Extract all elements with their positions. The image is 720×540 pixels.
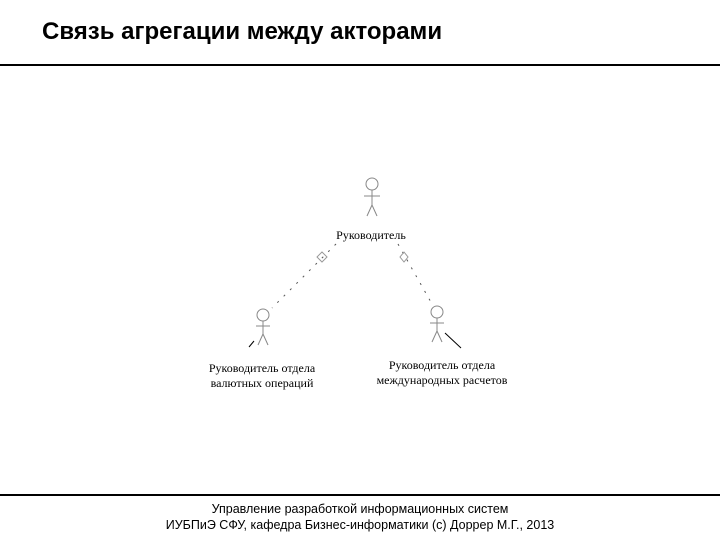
footer-line-1: Управление разработкой информационных систем <box>211 502 509 516</box>
footer-line-2: ИУБПиЭ СФУ, кафедра Бизнес-информатики (c) Доррер М.Г., 2013 <box>165 518 555 532</box>
actor-icon-right <box>430 306 444 342</box>
actor-label-right-line1: Руководитель отдела <box>388 358 496 372</box>
slide-title: Связь агрегации между акторами <box>42 18 443 45</box>
link-tail-left <box>249 341 254 347</box>
actor-label-top: Руководитель <box>336 228 406 242</box>
actor-label-left-line2: валютных операций <box>210 376 314 390</box>
actor-label-left-line1: Руководитель отдела <box>208 361 316 375</box>
aggregation-diamond-left <box>317 252 327 262</box>
actor-icon-left <box>256 309 270 345</box>
actor-label-right-line2: международных расчетов <box>376 373 508 387</box>
aggregation-link-left <box>272 244 336 308</box>
footer-divider <box>0 494 720 496</box>
link-tail-right <box>445 333 461 348</box>
footer <box>0 501 720 533</box>
actor-icon-top <box>364 178 380 216</box>
